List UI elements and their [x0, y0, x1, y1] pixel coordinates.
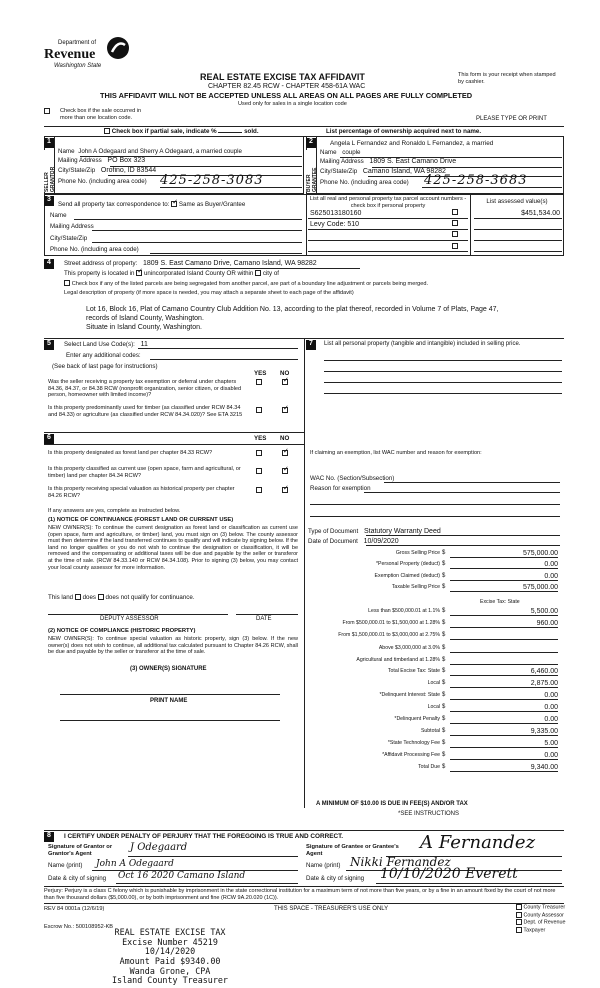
buyer-phone[interactable]: 425-258-3683 [424, 173, 528, 188]
dollar-sign: $ [442, 680, 446, 686]
tax-row-value[interactable]: 0.00 [450, 751, 558, 760]
s5-q2-yes[interactable] [256, 407, 262, 413]
single-use-note: Used only for sales in a single location code [238, 101, 347, 107]
tax-row-value[interactable]: 0.00 [450, 572, 558, 581]
dor-logo [44, 36, 134, 72]
notice1-title: (1) NOTICE OF CONTINUANCE (FOREST LAND OR CURRENT USE) [48, 517, 234, 523]
same-as-label: Same as Buyer/Grantee [178, 201, 246, 208]
parcel-personal-checkbox-3[interactable] [452, 231, 458, 237]
section-7-number: 7 [306, 340, 316, 350]
assessed-value[interactable]: $451,534.00 [521, 210, 560, 217]
dollar-sign: $ [442, 645, 446, 651]
segregated-row [64, 280, 428, 288]
notice2-title: (2) NOTICE OF COMPLIANCE (HISTORIC PROPERTY) [48, 628, 196, 634]
dollar-sign: $ [442, 632, 446, 638]
dollar-sign: $ [442, 608, 446, 614]
dollar-sign: $ [442, 704, 446, 710]
dollar-sign: $ [442, 692, 446, 698]
print-name-label: PRINT NAME [150, 698, 188, 704]
tax-row-label: *State Technology Fee [387, 740, 440, 746]
doc-date[interactable]: 10/09/2020 [363, 538, 399, 545]
city-of-label: city of [262, 270, 279, 277]
seller-side-label: SELLER GRANTOR [44, 166, 56, 192]
tax-row-value[interactable]: 9,340.00 [450, 763, 558, 772]
form-warning: THIS AFFIDAVIT WILL NOT BE ACCEPTED UNLESS ALL AREAS ON ALL PAGES ARE FULLY COMPLETED [100, 91, 473, 100]
tax-row-label: Total Excise Tax: State [387, 668, 440, 674]
seller-name[interactable]: John A Odegaard and Sherry A Odegaard, a married couple [78, 148, 242, 155]
grantor-signature-label: Signature of Grantor or Grantor's Agent [48, 844, 113, 857]
list-personal-label: List all personal property (tangible and intangible) included in selling price. [324, 341, 521, 347]
buyer-side-label: BUYER GRANTEE [306, 167, 318, 192]
unincorporated-label: unincorporated Island County OR within [143, 270, 254, 277]
s5-q2-no[interactable] [282, 407, 288, 413]
legal-line2[interactable]: records of Island County, Washington. [86, 315, 204, 322]
assessor-date-label: DATE [256, 616, 272, 622]
buyer-name-label: Name [320, 149, 337, 156]
street-label: Street address of property: [64, 260, 138, 267]
tax-row-value[interactable]: 0.00 [450, 715, 558, 724]
partial-sale-row [104, 128, 259, 135]
partial-sale-checkbox[interactable] [104, 128, 110, 134]
does-label: does [82, 594, 96, 601]
dollar-sign: $ [442, 668, 446, 674]
parcel-header: List all real and personal property tax parcel account numbers - check box if personal property [309, 196, 467, 209]
dollar-sign: $ [442, 620, 446, 626]
legal-label: Legal description of property (if more space is needed, you may attach a separate sheet to each page of the affidavit) [64, 290, 354, 296]
if-any-note: If any answers are yes, complete as instructed below. [48, 508, 181, 514]
seller-city-label: City/State/Zip [58, 167, 96, 174]
s6-q1-yes[interactable] [256, 450, 262, 456]
section-1-number: 1 [44, 138, 54, 148]
levy-code[interactable]: Levy Code: 510 [310, 221, 360, 228]
please-type: PLEASE TYPE OR PRINT [476, 116, 547, 122]
section-5-number: 5 [44, 340, 54, 350]
rev-number: REV 84 0001a (12/6/19) [44, 906, 105, 912]
grantee-signature-label: Signature of Grantee or Grantee's Agent [306, 844, 399, 857]
treasurer-stamp [100, 928, 240, 986]
tax-row-label: Taxable Selling Price [391, 584, 440, 590]
buyer-name-line2[interactable]: couple [342, 149, 361, 156]
treasurer-only: THIS SPACE - TREASURER'S USE ONLY [274, 906, 389, 912]
dor-logo-icon [106, 36, 130, 60]
parcel-personal-checkbox-4[interactable] [452, 243, 458, 249]
tax-row-label: Total Due [418, 764, 440, 770]
same-as-buyer-checkbox[interactable] [171, 201, 177, 207]
grantor-signature[interactable]: J Odegaard [130, 842, 188, 853]
tax-row-value[interactable]: 575,000.00 [450, 549, 558, 558]
tax-row-label: Local [427, 704, 440, 710]
tax-row-label: *Delinquent Penalty [394, 716, 440, 722]
tax-row-value[interactable]: 5,500.00 [450, 607, 558, 616]
stamp-line5: Wanda Grone, CPA [129, 965, 211, 976]
dollar-sign: $ [442, 764, 446, 770]
receipt-note: This form is your receipt when stamped by cashier. [458, 72, 556, 85]
ownership-note: List percentage of ownership acquired next to name. [326, 128, 482, 135]
escrow-number: Escrow No.: 500108952-KB [44, 924, 114, 930]
s3-mailing-label: Mailing Address [50, 223, 94, 230]
seller-mailing-label: Mailing Address [58, 157, 102, 164]
notice2-text: NEW OWNER(S): To continue special valuation as historic property, sign (3) below. If the new owner(s) does not wish to continue, all additional tax calculated pursuant to Chapter 84.26 RCW, shall be due and payable by the seller or transferor at the time of sale. [48, 636, 298, 656]
buyer-mailing-label: Mailing Address [320, 158, 364, 165]
seller-mailing[interactable]: PO Box 323 [107, 157, 146, 164]
stamp-line4: Amount Paid $9340.00 [119, 955, 221, 966]
tax-row-value[interactable] [450, 644, 558, 653]
dept-revenue: Revenue [44, 47, 96, 62]
multi-location-checkbox[interactable] [44, 108, 50, 114]
s5-q1-no[interactable] [282, 379, 288, 385]
grantee-signature[interactable]: A Fernandez [420, 832, 536, 853]
s3-name-label: Name [50, 212, 67, 219]
form-chapter: CHAPTER 82.45 RCW - CHAPTER 458-61A WAC [208, 83, 366, 90]
grantee-date[interactable]: 10/10/2020 Everett [380, 866, 518, 882]
tax-row-label: Local [427, 680, 440, 686]
doc-type-label: Type of Document [308, 528, 359, 535]
street-address[interactable]: 1809 S. East Camano Drive, Camano Island, WA 98282 [143, 260, 317, 267]
land-use-row [64, 341, 148, 349]
tax-row-value[interactable]: 0.00 [450, 691, 558, 700]
s3-city-label: City/State/Zip [50, 235, 88, 242]
dollar-sign: $ [442, 740, 446, 746]
grantor-date[interactable]: Oct 16 2020 Camano Island [118, 871, 246, 881]
s6-q1-no[interactable] [282, 450, 288, 456]
section-4-number: 4 [44, 259, 54, 269]
seller-mailing-row [58, 157, 145, 165]
s6-q1: Is this property designated as forest land per chapter 84.33 RCW? [48, 450, 213, 456]
send-label: Send all property tax correspondence to: [58, 201, 170, 208]
legal-line1[interactable]: Lot 16, Block 16, Plat of Camano Country Club Addition No. 13, according to the plat thereof, recorded in Volume 7 of Plats, Page 47, [86, 306, 499, 313]
s5-yes-header: YES [254, 370, 267, 377]
stamp-line1: REAL ESTATE EXCISE TAX [114, 927, 226, 937]
dept-state: Washington State [54, 63, 102, 69]
certify-statement: I CERTIFY UNDER PENALTY OF PERJURY THAT THE FOREGOING IS TRUE AND CORRECT. [64, 833, 344, 840]
s5-q2: Is this property predominantly used for timber (as classified under RCW 84.34 and 84.33) or agriculture (as classified under RCW 84.34.020)? See ETA 3215 [48, 405, 243, 418]
does-checkbox[interactable] [75, 594, 81, 600]
s6-q2-yes[interactable] [256, 468, 262, 474]
parcel-personal-checkbox-1[interactable] [452, 209, 458, 215]
send-correspondence-row [58, 201, 245, 208]
reason-label: Reason for exemption [310, 485, 371, 492]
tax-row-value[interactable]: 575,000.00 [450, 583, 558, 592]
segregated-checkbox[interactable] [64, 280, 70, 286]
s5-q1: Was the seller receiving a property tax exemption or deferral under chapters 84.36, 84.37, or 84.38 RCW (nonprofit organization, senior citizen, or disabled person, homeowner with limited income)? [48, 379, 242, 399]
segregated-label: Check box if any of the listed parcels are being segregated from another parcel, are part of a boundary line adjustment or parcels being merged. [71, 281, 429, 287]
wac-label: WAC No. (Section/Subsection) [310, 475, 395, 482]
seller-name-label: Name [58, 148, 75, 155]
located-row [64, 270, 279, 277]
seller-phone[interactable]: 425-258-3083 [160, 173, 264, 188]
tax-row-value[interactable]: 0.00 [450, 703, 558, 712]
buyer-mailing-row [320, 158, 456, 166]
s5-q1-yes[interactable] [256, 379, 262, 385]
see-back-note: (See back of last page for instructions) [52, 363, 158, 370]
dept-of: Department of [58, 40, 97, 46]
dollar-sign: $ [442, 550, 446, 556]
tax-row-label: Less than $500,000.01 at 1.1% [368, 608, 440, 614]
continuance-row [48, 594, 195, 601]
dollar-sign: $ [442, 573, 446, 579]
additional-codes-label: Enter any additional codes: [66, 352, 141, 359]
tax-row-label: Agricultural and timberland at 1.28% [356, 657, 440, 663]
partial-sale-label: Check box if partial sale, indicate % [111, 128, 217, 135]
tax-row-value[interactable]: 960.00 [450, 619, 558, 628]
stamp-line2: Excise Number 45219 [122, 936, 218, 947]
s6-q2: Is this property classified as current use (open space, farm and agricultural, or timber) land per chapter 84.34 RCW? [48, 466, 241, 479]
form-title: REAL ESTATE EXCISE TAX AFFIDAVIT [200, 72, 365, 82]
copy-dept-revenue: Dept. of Revenue [523, 919, 566, 926]
does-not-checkbox[interactable] [98, 594, 104, 600]
copy-taxpayer: Taxpayer [523, 927, 546, 934]
buyer-city[interactable]: Camano Island, WA 98282 [362, 168, 446, 175]
dollar-sign: $ [442, 716, 446, 722]
grantor-date-label: Date & city of signing [48, 875, 107, 882]
buyer-city-label: City/State/Zip [320, 168, 358, 175]
tax-row-value[interactable]: 9,335.00 [450, 727, 558, 736]
buyer-phone-label: Phone No. (including area code) [320, 179, 409, 186]
buyer-phone-row [320, 179, 409, 186]
s3-phone-label: Phone No. (including area code) [50, 246, 139, 253]
min-fee-note: A MINIMUM OF $10.00 IS DUE IN FEE(S) AND/OR TAX [316, 801, 468, 807]
tax-row-label: Gross Selling Price [395, 550, 440, 556]
tax-row-value[interactable]: 6,460.00 [450, 667, 558, 676]
tax-row-label: *Affidavit Processing Fee [382, 752, 440, 758]
deputy-assessor-label: DEPUTY ASSESSOR [100, 616, 159, 622]
does-not-label: does not qualify for continuance. [105, 594, 195, 601]
land-does-label: This land [48, 594, 74, 601]
seller-name-row [58, 148, 242, 155]
multi-location-label: Check box if the sale occurred in more than one location code. [60, 108, 142, 121]
exemption-label: If claiming an exemption, list WAC number and reason for exemption: [310, 450, 482, 456]
sold-label: sold. [244, 128, 259, 135]
s6-q2-no[interactable] [282, 468, 288, 474]
tax-row-value[interactable]: 2,875.00 [450, 679, 558, 688]
copy-distribution [516, 904, 565, 935]
copy-county-assessor: County Assessor [523, 912, 564, 919]
s6-q3-no[interactable] [282, 487, 288, 493]
s6-q3-yes[interactable] [256, 487, 262, 493]
copy-county-treasurer: County Treasurer [523, 904, 566, 911]
parcel-number[interactable]: S625013180160 [310, 210, 362, 217]
stamp-line3: 10/14/2020 [144, 946, 196, 957]
s6-q3: Is this property receiving special valuation as historical property per chapter 84.26 RCW? [48, 486, 235, 499]
seller-phone-label: Phone No. (including area code) [58, 178, 147, 185]
parcel-personal-checkbox-2[interactable] [452, 220, 458, 226]
excise-state-label: Excise Tax: State [480, 599, 520, 605]
grantor-name-label: Name (print) [48, 862, 83, 869]
grantor-name[interactable]: John A Odegaard [96, 859, 174, 869]
tax-row-value[interactable] [450, 631, 558, 640]
tax-row-value[interactable]: 5.00 [450, 739, 558, 748]
buyer-name-row [320, 149, 360, 156]
dollar-sign: $ [442, 584, 446, 590]
dollar-sign: $ [442, 728, 446, 734]
owner-signature-label: (3) OWNER(S) SIGNATURE [130, 666, 207, 672]
land-use-label: Select Land Use Code(s): [64, 341, 135, 348]
s6-yes-header: YES [254, 435, 267, 442]
s5-no-header: NO [280, 370, 290, 377]
doc-type[interactable]: Statutory Warranty Deed [363, 528, 441, 535]
multi-location-row [44, 108, 50, 115]
tax-row-label: From $1,500,000.01 to $3,000,000 at 2.75% [338, 632, 440, 638]
tax-row-label: Above $3,000,000 at 3.0% [378, 645, 440, 651]
grantee-name[interactable]: Nikki Fernandez [350, 855, 451, 869]
tax-row-label: Subtotal [420, 728, 440, 734]
grantee-date-label: Date & city of signing [306, 875, 365, 882]
tax-row-value[interactable] [450, 656, 558, 665]
dollar-sign: $ [442, 752, 446, 758]
section-6-number: 6 [44, 434, 54, 444]
legal-line3[interactable]: Situate in Island County, Washington. [86, 324, 202, 331]
dollar-sign: $ [442, 657, 446, 663]
tax-row-label: Exemption Claimed (deduct) [374, 573, 440, 579]
doc-date-label: Date of Document [308, 538, 358, 545]
section-8-number: 8 [44, 832, 54, 842]
stamp-line6: Island County Treasurer [112, 975, 228, 986]
unincorporated-checkbox[interactable] [136, 270, 142, 276]
grantee-name-label: Name (print) [306, 862, 341, 869]
dollar-sign: $ [442, 561, 446, 567]
located-label: This property is located in [64, 270, 135, 277]
city-of-checkbox[interactable] [255, 270, 261, 276]
tax-row-value[interactable]: 0.00 [450, 560, 558, 569]
land-use-code[interactable]: 11 [140, 341, 148, 348]
tax-row-label: *Personal Property (deduct) [375, 561, 440, 567]
tax-row-label: *Delinquent Interest: State [379, 692, 440, 698]
perjury-note: Perjury: Perjury is a class C felony which is punishable by imprisonment in the state correctional institution for a maximum term of not more than five years, or by a fine in an amount fixed by the court of not more than five thousand dollars ($5,000.00), or by both imprisonment and fine (RCW 9A.20.020 (1C)). [44, 888, 556, 901]
notice1-text: NEW OWNER(S): To continue the current designation as forest land or classification as current use (open space, farm and agriculture, or timber) land, you must sign on (3) below. The county assessor must then determine if the land transferred continues to qualify and will indicate by signing below. If the land no longer qualifies or you do not wish to continue the designation or classification, it will be removed and the compensating or additional taxes will be due and payable by the seller or transferor at the time of sale. (RCW 84.33.140 or RCW 84.34.108). Prior to signing (3) below, you may contact your local county assessor for more information. [48, 525, 298, 571]
buyer-name-line1[interactable]: Angela L Fernandez and Ronaldo L Fernandez, a married [330, 140, 494, 147]
section-2-number: 2 [306, 138, 316, 148]
s6-no-header: NO [280, 435, 290, 442]
buyer-mailing[interactable]: 1809 S. East Camano Drive [369, 158, 457, 165]
tax-row-label: From $500,000.01 to $1,500,000 at 1.28% [342, 620, 440, 626]
section-3-number: 3 [44, 196, 54, 206]
seller-phone-row [58, 178, 147, 185]
assessed-header: List assessed value(s) [486, 198, 548, 205]
seller-city[interactable]: Orofino, ID 83544 [100, 167, 157, 174]
see-instructions-note: *SEE INSTRUCTIONS [398, 811, 460, 817]
